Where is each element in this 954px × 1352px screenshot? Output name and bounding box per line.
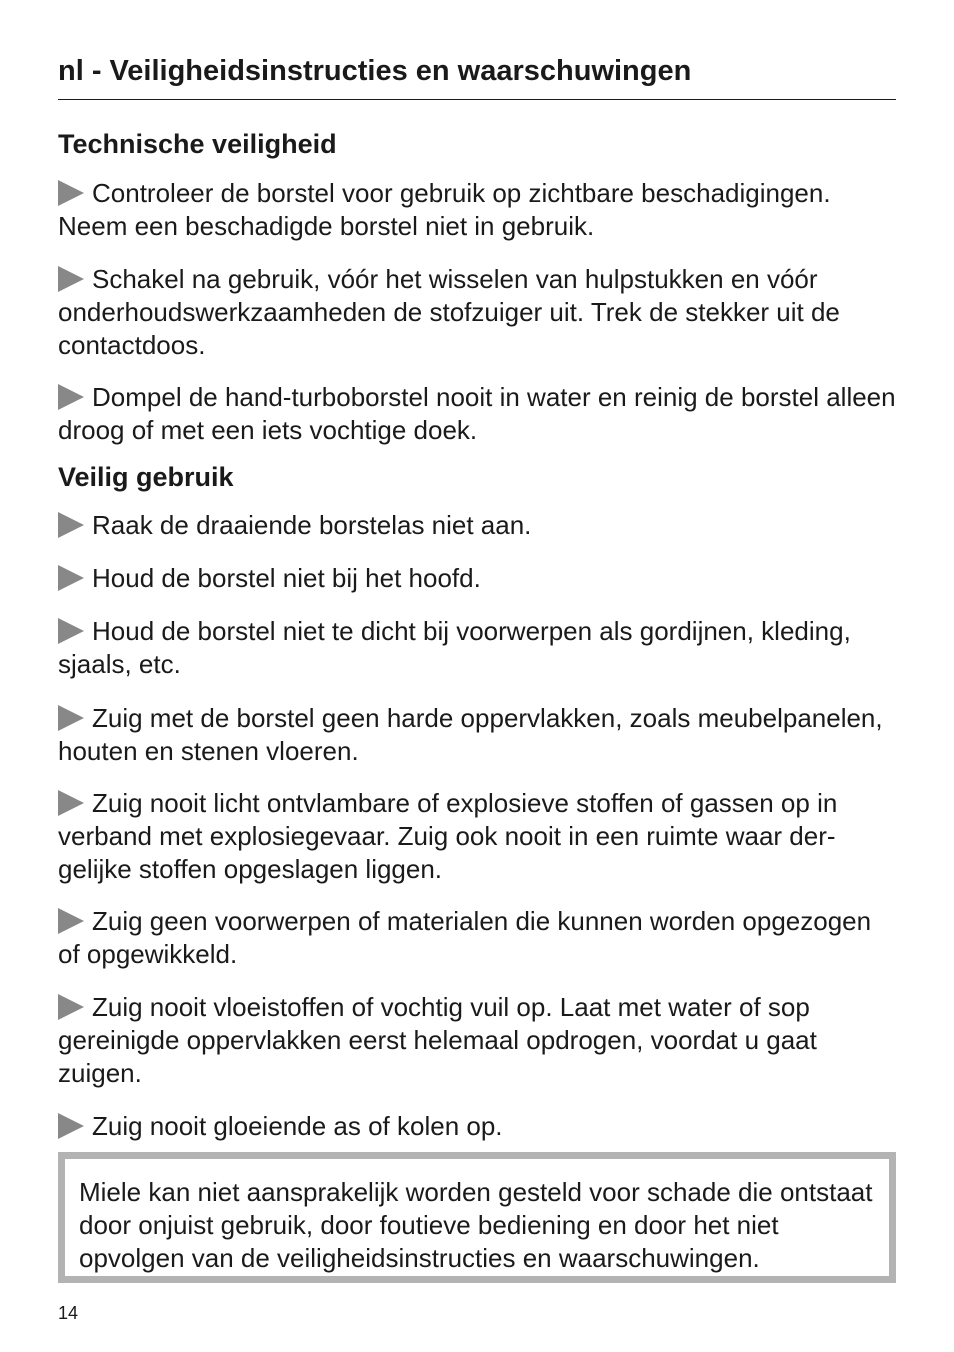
safety-item [58,562,896,595]
safety-item-text: Zuig nooit vloeistoffen of vochtig vuil op. Laat met water of sop gereinigde oppervlakken eerst helemaal opdrogen, voordat u gaat zuigen. [58,992,817,1088]
safety-item [58,177,896,243]
page-number: 14 [58,1303,79,1323]
safety-item [58,263,896,361]
warning-arrow-icon [58,266,84,292]
warning-arrow-icon [58,618,84,644]
safety-item [58,702,896,768]
safety-item [58,787,896,885]
safety-item-text: Zuig nooit licht ontvlambare of explosieve stoffen of gassen op in verband met explosiegevaar. Zuig ook nooit in een ruimte waar dergelijke stoffen opgeslagen liggen. [58,788,838,884]
safety-item-text: Zuig nooit gloeiende as of kolen op. [92,1111,503,1141]
section-heading-technical-safety: Technische veiligheid [58,129,337,159]
warning-arrow-icon [58,384,84,410]
liability-notice-text: Miele kan niet aansprakelijk worden gesteld voor schade die ontstaat door onjuist gebruik, door foutieve bediening en door het niet opvolgen van de veiligheidsinstructies en waarschuwingen. [79,1177,873,1273]
safety-item [58,1110,896,1143]
warning-arrow-icon [58,180,84,206]
section-heading-safe-use: Veilig gebruik [58,462,234,492]
warning-arrow-icon [58,790,84,816]
warning-arrow-icon [58,1113,84,1139]
safety-item [58,381,896,447]
page-header [58,52,896,100]
warning-arrow-icon [58,994,84,1020]
warning-arrow-icon [58,705,84,731]
safety-item-text: Raak de draaiende borstelas niet aan. [92,510,532,540]
warning-arrow-icon [58,565,84,591]
safety-item-text: Zuig geen voorwerpen of materialen die kunnen worden opgezogen of opgewikkeld. [58,906,872,969]
safety-item-text: Houd de borstel niet te dicht bij voorwerpen als gordijnen, kleding, sjaals, etc. [58,616,851,679]
safety-item-text: Zuig met de borstel geen harde oppervlakken, zoals meubelpanelen, houten en stenen vloeren. [58,703,883,766]
warning-arrow-icon [58,908,84,934]
safety-item [58,991,896,1089]
safety-item [58,905,896,971]
safety-item [58,509,896,542]
safety-item-text: Dompel de hand-turboborstel nooit in water en reinig de borstel alleen droog of met een iets vochtige doek. [58,382,896,445]
safety-item [58,615,896,681]
page-title: nl - Veiligheidsinstructies en waarschuwingen [58,55,692,87]
safety-item-text: Houd de borstel niet bij het hoofd. [92,563,481,593]
safety-item-text: Controleer de borstel voor gebruik op zichtbare beschadigingen. Neem een beschadigde borstel niet in gebruik. [58,178,831,241]
liability-notice-box [58,1152,896,1283]
warning-arrow-icon [58,512,84,538]
safety-item-text: Schakel na gebruik, vóór het wisselen van hulpstukken en vóór onderhoudswerkzaamheden de stofzuiger uit. Trek de stekker uit de contactdoos. [58,264,840,360]
